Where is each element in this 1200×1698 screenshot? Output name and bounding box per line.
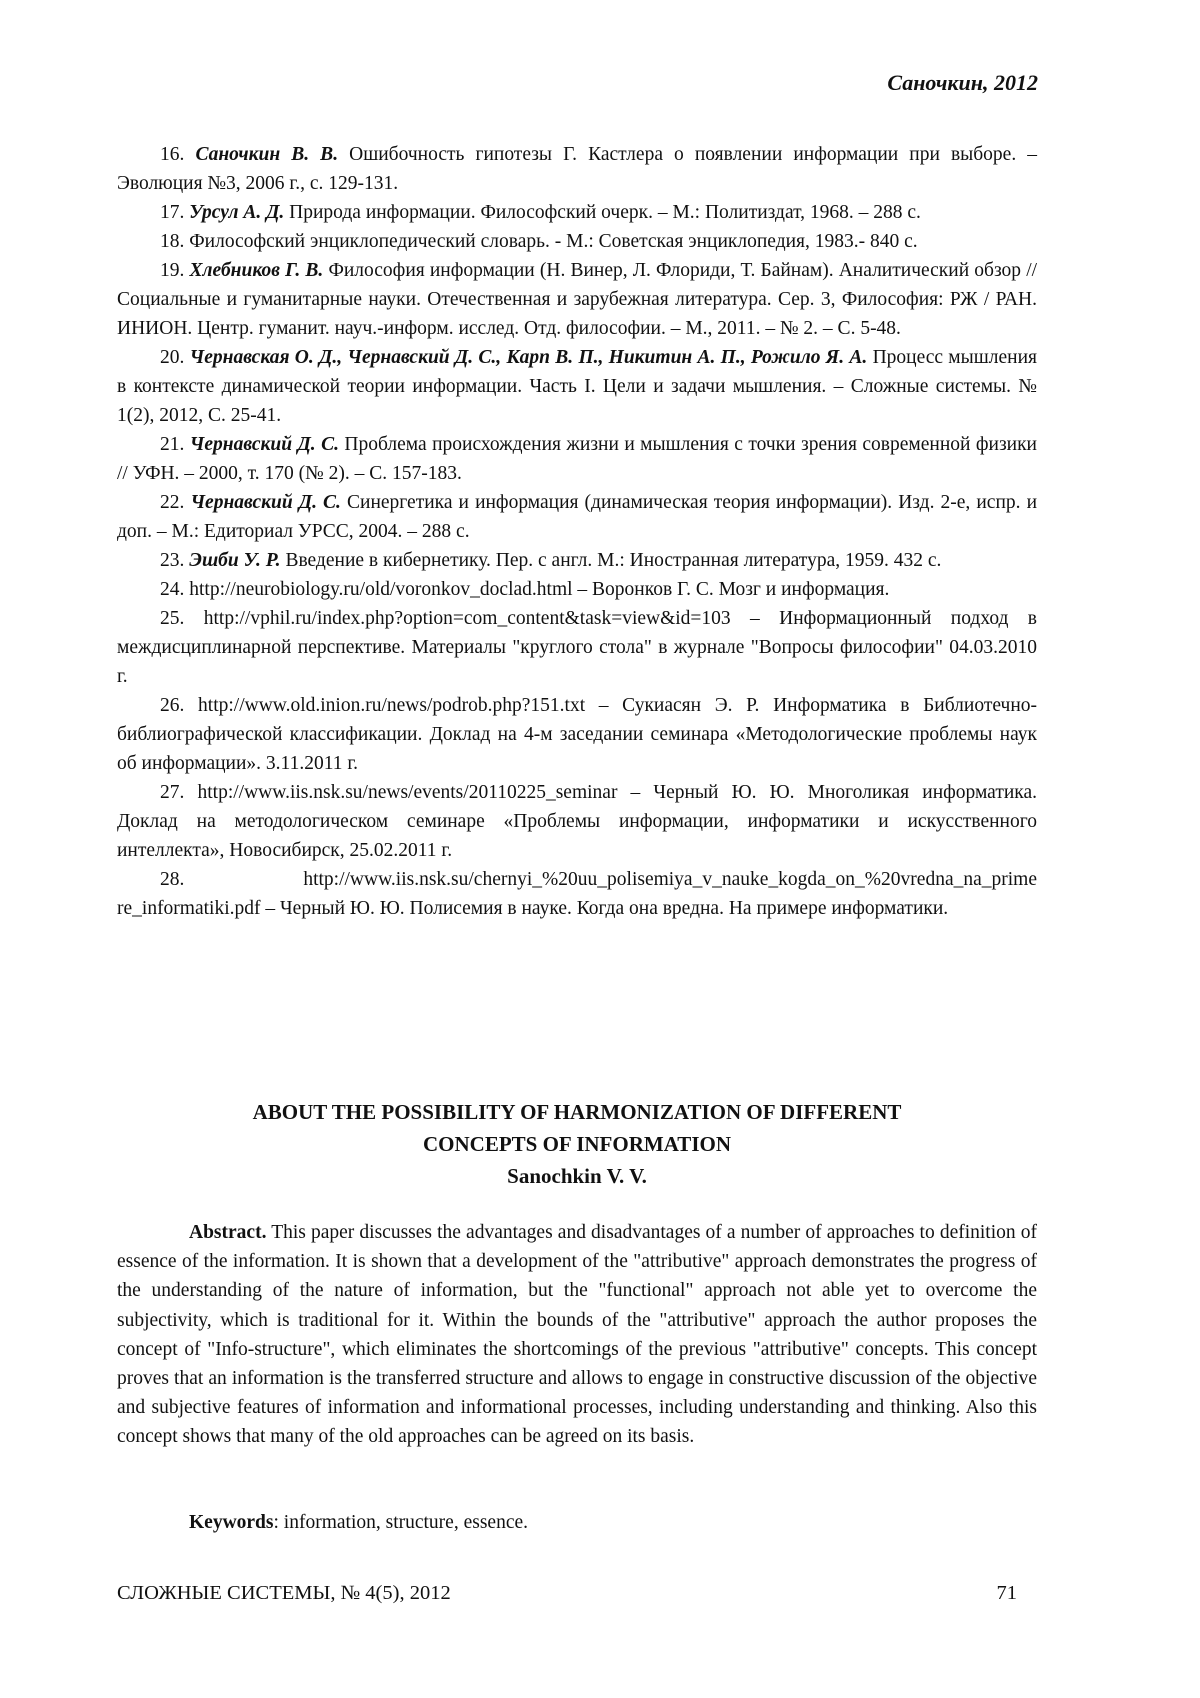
- reference-text: Процесс мышления в контексте динамической теории информации. Часть I. Цели и задачи мышления. – Сложные системы. № 1(2), 2012, С. 25-41.: [117, 347, 1037, 426]
- journal-name: СЛОЖНЫЕ СИСТЕМЫ, № 4(5), 2012: [117, 1582, 451, 1604]
- reference-link[interactable]: http://www.iis.nsk.su/chernyi_%20uu_polisemiya_v_nauke_kogda_on_%20vredna_na_prime re_informatiki.pdf – Черный Ю. Ю. Полисемия в науке. Когда она вредна. На примере информатики.: [117, 869, 1037, 919]
- reference-text: Введение в кибернетику. Пер. с англ. М.: Иностранная литература, 1959. 432 с.: [285, 550, 942, 571]
- reference-text: Ошибочность гипотезы Г. Кастлера о появлении информации при выборе. – Эволюция №3, 2006 г., с. 129-131.: [117, 144, 1038, 194]
- keywords: [189, 1512, 528, 1534]
- keywords-label: Keywords: [189, 1512, 274, 1533]
- reference-number: 21.: [160, 434, 185, 455]
- reference-link[interactable]: http://vphil.ru/index.php?option=com_content&task=view&id=103 – Информационный подход в междисциплинарной перспективе. Материалы "круглого стола" в журнале "Вопросы философии" 04.03.2010 г.: [117, 608, 1038, 687]
- reference-authors: Чернавская О. Д., Чернавский Д. С., Карп В. П., Никитин А. П., Рожило Я. А.: [189, 347, 868, 368]
- reference-item: [117, 691, 1037, 778]
- article-author: Sanochkin V. V.: [507, 1164, 647, 1188]
- reference-number: 27.: [160, 782, 185, 803]
- reference-authors: Чернавский Д. С.: [189, 434, 339, 455]
- running-head: Саночкин, 2012: [887, 70, 1038, 95]
- reference-item: [117, 198, 1037, 227]
- reference-text: Проблема происхождения жизни и мышления с точки зрения современной физики // УФН. – 2000, т. 170 (№ 2). – С. 157-183.: [117, 434, 1037, 484]
- reference-authors: Урсул А. Д.: [189, 202, 285, 223]
- reference-item: [117, 778, 1037, 865]
- abstract: [117, 1218, 1037, 1452]
- reference-item: [117, 140, 1037, 198]
- reference-text: Философия информации (Н. Винер, Л. Флориди, Т. Байнам). Аналитический обзор // Социальные и гуманитарные науки. Отечественная и зарубежная литература. Сер. 3, Философия: РЖ / РАН. ИНИОН. Центр. гуманит. науч.-информ. исслед. Отд. философии. – М., 2011. – № 2. – С. 5-48.: [117, 260, 1038, 339]
- reference-item: [117, 256, 1037, 343]
- page-number: 71: [996, 1582, 1017, 1604]
- reference-authors: Хлебников Г. В.: [189, 260, 324, 281]
- reference-item: [117, 488, 1037, 546]
- reference-number: 26.: [160, 695, 185, 716]
- reference-number: 20.: [160, 347, 185, 368]
- reference-item: [117, 575, 1037, 604]
- reference-authors: Эшби У. Р.: [189, 550, 281, 571]
- reference-number: 17.: [160, 202, 185, 223]
- article-title-block: [117, 1096, 1037, 1192]
- reference-link[interactable]: http://www.old.inion.ru/news/podrob.php?151.txt – Сукиасян Э. Р. Информатика в Библиотечно-библиографической классификации. Доклад на 4-м заседании семинара «Методологические проблемы наук об информации». 3.11.2011 г.: [117, 695, 1037, 774]
- reference-number: 28.: [160, 869, 185, 890]
- reference-number: 24.: [160, 579, 185, 600]
- reference-text: Природа информации. Философский очерк. – М.: Политиздат, 1968. – 288 с.: [289, 202, 921, 223]
- reference-item: [117, 430, 1037, 488]
- article-title: ABOUT THE POSSIBILITY OF HARMONIZATION OF DIFFERENT: [252, 1100, 902, 1124]
- reference-number: 18.: [160, 231, 185, 252]
- reference-authors: Саночкин В. В.: [195, 144, 339, 165]
- reference-link[interactable]: http://www.iis.nsk.su/news/events/20110225_seminar – Черный Ю. Ю. Многоликая информатика. Доклад на методологическом семинаре «Проблемы информации, информатики и искусственного интеллекта», Новосибирск, 25.02.2011 г.: [117, 782, 1037, 861]
- reference-item: [117, 865, 1037, 923]
- abstract-label: Abstract.: [189, 1222, 267, 1243]
- reference-item: [117, 604, 1037, 691]
- reference-authors: Чернавский Д. С.: [190, 492, 341, 513]
- reference-item: [117, 343, 1037, 430]
- reference-link[interactable]: http://neurobiology.ru/old/voronkov_doclad.html – Воронков Г. С. Мозг и информация.: [189, 579, 890, 600]
- reference-number: 19.: [160, 260, 185, 281]
- reference-number: 25.: [160, 608, 185, 629]
- reference-text: Синергетика и информация (динамическая теория информации). Изд. 2-е, испр. и доп. – М.: Едиториал УРСС, 2004. – 288 с.: [117, 492, 1038, 542]
- reference-number: 22.: [160, 492, 185, 513]
- reference-number: 16.: [160, 144, 185, 165]
- reference-number: 23.: [160, 550, 185, 571]
- reference-list: [117, 140, 1037, 923]
- reference-item: [117, 546, 1037, 575]
- keywords-text: : information, structure, essence.: [273, 1512, 528, 1533]
- reference-text: Философский энциклопедический словарь. - М.: Советская энциклопедия, 1983.- 840 с.: [189, 231, 918, 252]
- reference-item: [117, 227, 1037, 256]
- abstract-text: This paper discusses the advantages and disadvantages of a number of approaches to definition of essence of the information. It is shown that a development of the "attributive" approach demonstrates the progress of the understanding of the nature of information, but the "functional" approach not able yet to overcome the subjectivity, which is traditional for it. Within the bounds of the "attributive" approach the author proposes the concept of "Info-structure", which eliminates the shortcomings of the previous "attributive" concepts. This concept proves that an information is the transferred structure and allows to engage in constructive discussion of the objective and subjective features of information and informational processes, including understanding and thinking. Also this concept shows that many of the old approaches can be agreed on its basis.: [117, 1222, 1037, 1448]
- article-title-continued: CONCEPTS OF INFORMATION: [422, 1132, 731, 1156]
- page-footer: [117, 1582, 1017, 1605]
